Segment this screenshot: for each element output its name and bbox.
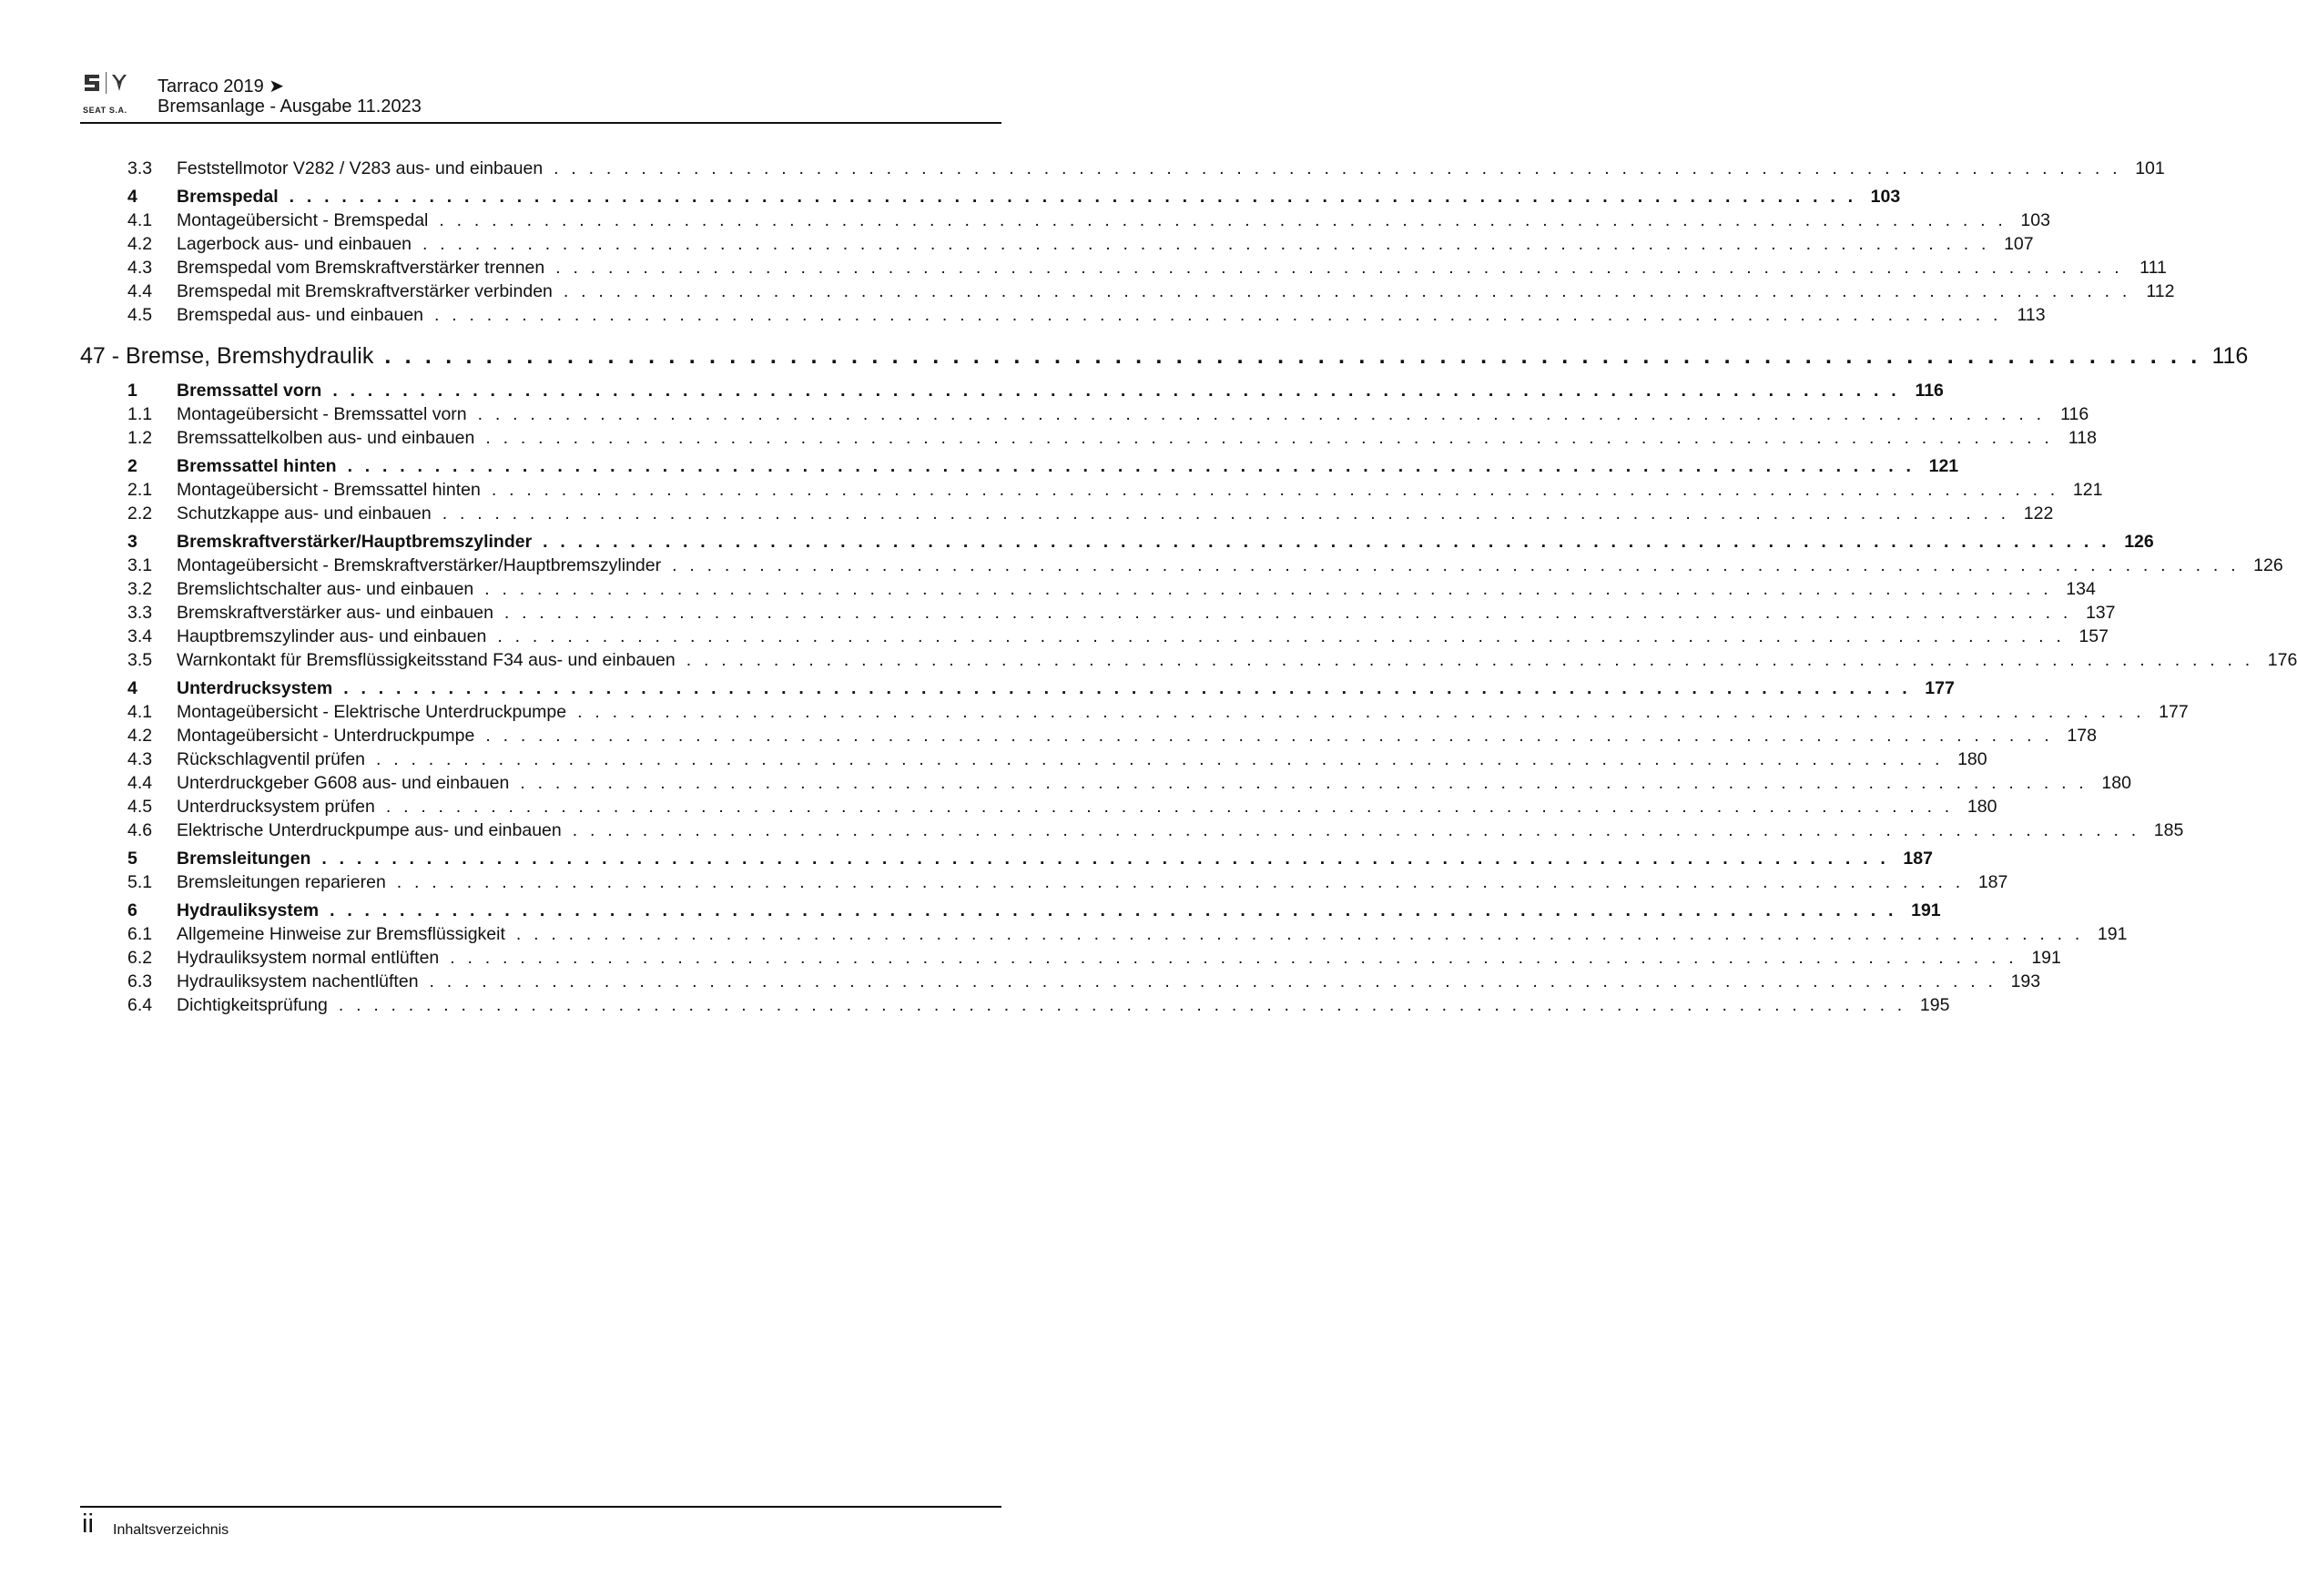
toc-subsection-entry[interactable] xyxy=(80,747,1987,771)
footer-divider xyxy=(80,1506,1001,1508)
toc-subsection-entry[interactable] xyxy=(80,970,2041,993)
toc-entry-number: 3.3 xyxy=(127,158,153,178)
toc-entry-page: 195 xyxy=(1919,995,1950,1015)
toc-entry-page: 103 xyxy=(2020,210,2050,230)
toc-entry-page: 187 xyxy=(1903,849,1933,869)
toc-subsection-entry[interactable] xyxy=(80,771,2131,795)
toc-entry-page: 177 xyxy=(1925,678,1955,698)
toc-entry-page: 137 xyxy=(2085,603,2116,623)
toc-section-entry[interactable] xyxy=(80,185,1901,208)
toc-subsection-entry[interactable] xyxy=(80,256,2167,280)
toc-dot-leader: . . . . . . . . . . . . . . . . . . . . . . . . . . . . . . . . . . . . . . . . . . . . . . . . . . . . . . . . . . . . . . . . . . . . . . . . . . . . . . . . . . . . . . . . . . xyxy=(422,234,1990,254)
toc-entry-number: 4 xyxy=(127,678,137,698)
toc-dot-leader: . . . . . . . . . . . . . . . . . . . . . . . . . . . . . . . . . . . . . . . . . . . . . . . . . . . . . . . . . . . . . . . . . . . . . . . . . . . . . . . . . . . . . . . . . . xyxy=(385,797,1954,817)
toc-entry-number: 5.1 xyxy=(127,872,153,892)
toc-entry-number: 3.3 xyxy=(127,603,153,623)
logo-text: SEAT S.A. xyxy=(83,106,127,115)
toc-entry-page: 177 xyxy=(2159,702,2189,722)
toc-section-entry[interactable] xyxy=(80,899,1941,922)
toc-entry-title: 47 - Bremse, Bremshydraulik xyxy=(80,343,374,369)
toc-entry-page: 180 xyxy=(1957,749,1987,769)
toc-dot-leader: . . . . . . . . . . . . . . . . . . . . . . . . . . . . . . . . . . . . . . . . . . . . . . . . . . . . . . . . . . . . . . . . . . . . . . . . . . . . . . . . . . . . . . . . . . xyxy=(434,305,2002,325)
toc-entry-page: 176 xyxy=(2267,650,2297,670)
toc-entry-page: 103 xyxy=(1870,187,1901,207)
toc-entry-title: Bremsleitungen reparieren xyxy=(177,872,386,892)
toc-dot-leader: . . . . . . . . . . . . . . . . . . . . . . . . . . . . . . . . . . . . . . . . . . . . . . . . . . . . . . . . . . . . . . . . . . . . . . . . . . . . . . . . . . . . . . . . . . xyxy=(477,404,2046,424)
toc-dot-leader: . . . . . . . . . . . . . . . . . . . . . . . . . . . . . . . . . . . . . . . . . . . . . . . . . . . . . . . . . . . . . . . . . . . . . . . . . . . . . . . . . . . . . . . . . . xyxy=(515,924,2084,944)
toc-entry-page: 180 xyxy=(1967,797,1997,817)
toc-entry-number: 3.5 xyxy=(127,650,153,670)
toc-entry-number: 4.2 xyxy=(127,234,153,254)
toc-entry-title: Schutzkappe aus- und einbauen xyxy=(177,503,432,524)
toc-entry-title: Montageübersicht - Bremssattel hinten xyxy=(177,480,481,500)
toc-entry-page: 191 xyxy=(1911,900,1941,920)
header-divider xyxy=(80,122,1001,124)
toc-subsection-entry[interactable] xyxy=(80,818,2184,842)
toc-entry-page: 191 xyxy=(2097,924,2128,944)
toc-entry-page: 121 xyxy=(1928,456,1959,476)
toc-entry-page: 111 xyxy=(2139,258,2167,278)
toc-subsection-entry[interactable] xyxy=(80,554,2283,577)
toc-section-entry[interactable] xyxy=(80,530,2154,554)
toc-entry-title: Warnkontakt für Bremsflüssigkeitsstand F34 aus- und einbauen xyxy=(177,650,676,670)
toc-dot-leader: . . . . . . . . . . . . . . . . . . . . . . . . . . . . . . . . . . . . . . . . . . . . . . . . . . . . . . . . . . . . . . . . . . . . . . . . . . . . . . . . . . . . . . . . . . xyxy=(572,820,2140,840)
seat-logo xyxy=(83,69,137,117)
toc-dot-leader: . . . . . . . . . . . . . . . . . . . . . . . . . . . . . . . . . . . . . . . . . . . . . . . . . . . . . . . . . . . . . . . . . . . . . . . . . . . . . . . . . . . . . . . . . . xyxy=(450,948,2017,968)
toc-entry-title: Montageübersicht - Unterdruckpumpe xyxy=(177,726,475,746)
toc-dot-leader: . . . . . . . . . . . . . . . . . . . . . . . . . . . . . . . . . . . . . . . . . . . . . . . . . . . . . . . . . . . . . . . . . . . . . . . . . . . . . . . . . . . . . . . . . . xyxy=(484,579,2052,599)
toc-entry-title: Hydrauliksystem xyxy=(177,900,320,920)
toc-entry-number: 4.6 xyxy=(127,820,153,840)
toc-subsection-entry[interactable] xyxy=(80,922,2128,946)
toc-entry-number: 4 xyxy=(127,187,137,207)
toc-entry-title: Allgemeine Hinweise zur Bremsflüssigkeit xyxy=(177,924,505,944)
toc-section-entry[interactable] xyxy=(80,847,1933,870)
toc-entry-number: 4.3 xyxy=(127,258,153,278)
toc-dot-leader: . . . . . . . . . . . . . . . . . . . . . . . . . . . . . . . . . . . . . . . . . . . . . . . . . . . . . . . . . . . . . . . . . . . . . . . . . . . . . . . . . . . . . . . . . . xyxy=(347,456,1916,476)
toc-subsection-entry[interactable] xyxy=(80,946,2061,970)
toc-entry-number: 4.4 xyxy=(127,773,153,793)
toc-entry-title: Dichtigkeitsprüfung xyxy=(177,995,328,1015)
toc-chapter-entry[interactable] xyxy=(80,336,2249,376)
toc-entry-number: 6 xyxy=(127,900,137,920)
document-subtitle: Bremsanlage - Ausgabe 11.2023 xyxy=(158,97,422,117)
toc-entry-page: 157 xyxy=(2078,626,2109,646)
toc-subsection-entry[interactable] xyxy=(80,870,2008,894)
toc-dot-leader: . . . . . . . . . . . . . . . . . . . . . . . . . . . . . . . . . . . . . . . . . . . . . . . . . . . . . . . . . . . . . . . . . . . . . . . . . . . . . . . . . . . . . . . . . . xyxy=(442,503,2010,524)
toc-dot-leader: . . . . . . . . . . . . . . . . . . . . . . . . . . . . . . . . . . . . . . . . . . . . . . . . . . . . . . . . . . . . . . . . . . . . . . . . . . . . . . . . . . . . . . . . . . xyxy=(485,726,2053,746)
toc-entry-page: 180 xyxy=(2101,773,2131,793)
toc-entry-number: 1.1 xyxy=(127,404,153,424)
toc-entry-page: 187 xyxy=(1977,872,2008,892)
toc-entry-number: 4.1 xyxy=(127,702,153,722)
toc-subsection-entry[interactable] xyxy=(80,280,2175,303)
toc-entry-page: 178 xyxy=(2067,726,2097,746)
toc-entry-page: 193 xyxy=(2010,971,2041,991)
toc-dot-leader: . . . . . . . . . . . . . . . . . . . . . . . . . . . . . . . . . . . . . . . . . . . . . . . . . . . . . . . . . . . . . . . . . . . . . . . . . . . . . . . . . . . . . . . . . . xyxy=(577,702,2145,722)
toc-subsection-entry[interactable] xyxy=(80,303,2046,327)
toc-entry-number: 2 xyxy=(127,456,137,476)
seat-cupra-logo-icon xyxy=(83,69,137,97)
toc-entry-title: Bremssattel hinten xyxy=(177,456,337,476)
toc-subsection-entry[interactable] xyxy=(80,426,2097,450)
toc-entry-title: Montageübersicht - Bremssattel vorn xyxy=(177,404,467,424)
toc-section-entry[interactable] xyxy=(80,676,1955,700)
toc-entry-title: Hydrauliksystem normal entlüften xyxy=(177,948,440,968)
toc-entry-number: 6.3 xyxy=(127,971,153,991)
document-title: Tarraco 2019 ➤ xyxy=(158,76,285,97)
toc-dot-leader: . . . . . . . . . . . . . . . . . . . . . . . . . . . . . . . . . . . . . . . . . . . . . . . . . . . . . . . . . . . . . . . . . . . . . . . . . . . . . . . . . . . . . . . . . . xyxy=(520,773,2088,793)
toc-dot-leader: . . . . . . . . . . . . . . . . . . . . . . . . . . . . . . . . . . . . . . . . . . . . . . . . . . . . . . . . . . . . . . . . . . . . . . . . . . . . . . . . . . . . . . . . . . xyxy=(330,900,1897,920)
toc-dot-leader: . . . . . . . . . . . . . . . . . . . . . . . . . . . . . . . . . . . . . . . . . . . . . . . . . . . . . . . . . . . . . . . . . . . . . . . . . . . . . . . . . . . . . . . . . . xyxy=(439,210,2007,230)
toc-entry-title: Montageübersicht - Elektrische Unterdruckpumpe xyxy=(177,702,567,722)
toc-entry-page: 107 xyxy=(2004,234,2034,254)
toc-dot-leader: . . . . . . . . . . . . . . . . . . . . . . . . . . . . . . . . . . . . . . . . . . . . . . . . . . . . . . . . . . . . . . . . . . . . . . . . . . . . . . . . . . . . . . . . . . xyxy=(491,480,2059,500)
toc-entry-title: Elektrische Unterdruckpumpe aus- und einbauen xyxy=(177,820,562,840)
toc-entry-title: Hydrauliksystem nachentlüften xyxy=(177,971,419,991)
toc-subsection-entry[interactable] xyxy=(80,208,2050,232)
toc-entry-title: Unterdrucksystem prüfen xyxy=(177,797,375,817)
toc-entry-title: Lagerbock aus- und einbauen xyxy=(177,234,412,254)
toc-entry-number: 1.2 xyxy=(127,428,153,448)
toc-entry-number: 6.1 xyxy=(127,924,153,944)
toc-subsection-entry[interactable] xyxy=(80,402,2089,426)
toc-subsection-entry[interactable] xyxy=(80,157,2165,180)
toc-entry-title: Bremsleitungen xyxy=(177,849,311,869)
toc-entry-number: 6.4 xyxy=(127,995,153,1015)
toc-entry-title: Bremspedal mit Bremskraftverstärker verbinden xyxy=(177,281,553,301)
toc-dot-leader: . . . . . . . . . . . . . . . . . . . . . . . . . . . . . . . . . . . . . . . . . . . . . . . . . . . . . . . . . . . . . . . . . . . . . . . . . . . . . . . . . . . . . . . . . . xyxy=(543,532,2110,552)
toc-entry-number: 4.5 xyxy=(127,305,153,325)
toc-entry-number: 2.1 xyxy=(127,480,153,500)
toc-entry-number: 3 xyxy=(127,532,137,552)
toc-entry-number: 4.5 xyxy=(127,797,153,817)
toc-dot-leader: . . . . . . . . . . . . . . . . . . . . . . . . . . . . . . . . . . . . . . . . . . . . . . . . . . . . . . . . . . . . . . . . . . . . . . . . . . . . . . . . . . . . . . . . . . xyxy=(672,555,2240,575)
toc-subsection-entry[interactable] xyxy=(80,700,2189,724)
toc-dot-leader: . . . . . . . . . . . . . . . . . . . . . . . . . . . . . . . . . . . . . . . . . . . . . . . . . . . . . . . . . . . . . . . . . . . . . . . . . . . . . . . . . . . . . . . . . . xyxy=(555,258,2123,278)
toc-subsection-entry[interactable] xyxy=(80,993,1950,1017)
toc-entry-page: 116 xyxy=(1915,381,1944,401)
toc-entry-page: 101 xyxy=(2135,158,2165,178)
toc-subsection-entry[interactable] xyxy=(80,502,2054,525)
toc-subsection-entry[interactable] xyxy=(80,625,2109,648)
toc-dot-leader: . . . . . . . . . . . . . . . . . . . . . . . . . . . . . . . . . . . . . . . . . . . . . . . . . . . . . . . . . . . . . . . . . . . . . . . . . . . . . . . . . . . . . . . . . . xyxy=(289,187,1857,207)
toc-entry-page: 116 xyxy=(2211,343,2249,369)
toc-entry-number: 4.2 xyxy=(127,726,153,746)
toc-dot-leader: . . . . . . . . . . . . . . . . . . . . . . . . . . . . . . . . . . . . . . . . . . . . . . . . . . . . . . . . . . . . . . . . . . . . . . . . . . . . . . . . . . . . . . . . . . xyxy=(321,849,1889,869)
toc-section-entry[interactable] xyxy=(80,454,1959,478)
toc-dot-leader: . . . . . . . . . . . . . . . . . . . . . . . . . . . . . . . . . . . . . . . . . . . . . . . . . . . . . . . . . . . . . . . . . . . . . . . . . . . . . . . . . . . . . . . . . . xyxy=(384,343,2201,369)
toc-entry-title: Bremspedal xyxy=(177,187,279,207)
toc-dot-leader: . . . . . . . . . . . . . . . . . . . . . . . . . . . . . . . . . . . . . . . . . . . . . . . . . . . . . . . . . . . . . . . . . . . . . . . . . . . . . . . . . . . . . . . . . . xyxy=(332,381,1900,401)
toc-entry-number: 3.1 xyxy=(127,555,153,575)
toc-entry-title: Montageübersicht - Bremspedal xyxy=(177,210,429,230)
toc-subsection-entry[interactable] xyxy=(80,478,2103,502)
toc-subsection-entry[interactable] xyxy=(80,648,2297,672)
toc-entry-title: Bremskraftverstärker aus- und einbauen xyxy=(177,603,493,623)
footer-page-number: ii xyxy=(82,1510,94,1539)
toc-dot-leader: . . . . . . . . . . . . . . . . . . . . . . . . . . . . . . . . . . . . . . . . . . . . . . . . . . . . . . . . . . . . . . . . . . . . . . . . . . . . . . . . . . . . . . . . . . xyxy=(338,995,1906,1015)
toc-entry-number: 3.4 xyxy=(127,626,153,646)
toc-subsection-entry[interactable] xyxy=(80,577,2096,601)
toc-dot-leader: . . . . . . . . . . . . . . . . . . . . . . . . . . . . . . . . . . . . . . . . . . . . . . . . . . . . . . . . . . . . . . . . . . . . . . . . . . . . . . . . . . . . . . . . . . xyxy=(554,158,2121,178)
toc-dot-leader: . . . . . . . . . . . . . . . . . . . . . . . . . . . . . . . . . . . . . . . . . . . . . . . . . . . . . . . . . . . . . . . . . . . . . . . . . . . . . . . . . . . . . . . . . . xyxy=(485,428,2053,448)
toc-entry-number: 6.2 xyxy=(127,948,153,968)
toc-entry-title: Montageübersicht - Bremskraftverstärker/Hauptbremszylinder xyxy=(177,555,662,575)
toc-dot-leader: . . . . . . . . . . . . . . . . . . . . . . . . . . . . . . . . . . . . . . . . . . . . . . . . . . . . . . . . . . . . . . . . . . . . . . . . . . . . . . . . . . . . . . . . . . xyxy=(376,749,1944,769)
toc-entry-title: Bremssattel vorn xyxy=(177,381,322,401)
page-header xyxy=(80,62,1001,122)
toc-entry-page: 185 xyxy=(2153,820,2184,840)
toc-dot-leader: . . . . . . . . . . . . . . . . . . . . . . . . . . . . . . . . . . . . . . . . . . . . . . . . . . . . . . . . . . . . . . . . . . . . . . . . . . . . . . . . . . . . . . . . . . xyxy=(429,971,1997,991)
toc-subsection-entry[interactable] xyxy=(80,795,1997,818)
toc-entry-page: 126 xyxy=(2124,532,2154,552)
toc-entry-title: Bremspedal vom Bremskraftverstärker trennen xyxy=(177,258,545,278)
toc-entry-number: 4.4 xyxy=(127,281,153,301)
toc-entry-page: 191 xyxy=(2031,948,2061,968)
toc-entry-title: Bremspedal aus- und einbauen xyxy=(177,305,424,325)
toc-entry-title: Hauptbremszylinder aus- und einbauen xyxy=(177,626,487,646)
toc-entry-number: 5 xyxy=(127,849,137,869)
toc-entry-title: Bremslichtschalter aus- und einbauen xyxy=(177,579,474,599)
toc-entry-page: 122 xyxy=(2023,503,2054,524)
toc-entry-number: 2.2 xyxy=(127,503,153,524)
toc-entry-title: Bremssattelkolben aus- und einbauen xyxy=(177,428,475,448)
toc-entry-title: Feststellmotor V282 / V283 aus- und einbauen xyxy=(177,158,544,178)
toc-dot-leader: . . . . . . . . . . . . . . . . . . . . . . . . . . . . . . . . . . . . . . . . . . . . . . . . . . . . . . . . . . . . . . . . . . . . . . . . . . . . . . . . . . . . . . . . . . xyxy=(563,281,2131,301)
toc-dot-leader: . . . . . . . . . . . . . . . . . . . . . . . . . . . . . . . . . . . . . . . . . . . . . . . . . . . . . . . . . . . . . . . . . . . . . . . . . . . . . . . . . . . . . . . . . . xyxy=(503,603,2072,623)
toc-dot-leader: . . . . . . . . . . . . . . . . . . . . . . . . . . . . . . . . . . . . . . . . . . . . . . . . . . . . . . . . . . . . . . . . . . . . . . . . . . . . . . . . . . . . . . . . . . xyxy=(686,650,2254,670)
toc-entry-number: 1 xyxy=(127,381,137,401)
toc-entry-title: Unterdrucksystem xyxy=(177,678,333,698)
toc-entry-page: 134 xyxy=(2066,579,2096,599)
toc-entry-number: 4.1 xyxy=(127,210,153,230)
footer-label: Inhaltsverzeichnis xyxy=(113,1522,229,1538)
toc-dot-leader: . . . . . . . . . . . . . . . . . . . . . . . . . . . . . . . . . . . . . . . . . . . . . . . . . . . . . . . . . . . . . . . . . . . . . . . . . . . . . . . . . . . . . . . . . . xyxy=(396,872,1965,892)
toc-entry-page: 116 xyxy=(2060,404,2089,424)
toc-entry-page: 113 xyxy=(2017,305,2046,325)
toc-subsection-entry[interactable] xyxy=(80,232,2034,256)
toc-entry-page: 121 xyxy=(2072,480,2103,500)
toc-entry-title: Unterdruckgeber G608 aus- und einbauen xyxy=(177,773,510,793)
toc-subsection-entry[interactable] xyxy=(80,724,2097,747)
toc-entry-number: 4.3 xyxy=(127,749,153,769)
toc-entry-page: 126 xyxy=(2253,555,2283,575)
toc-entry-title: Rückschlagventil prüfen xyxy=(177,749,366,769)
toc-subsection-entry[interactable] xyxy=(80,601,2116,625)
toc-dot-leader: . . . . . . . . . . . . . . . . . . . . . . . . . . . . . . . . . . . . . . . . . . . . . . . . . . . . . . . . . . . . . . . . . . . . . . . . . . . . . . . . . . . . . . . . . . xyxy=(343,678,1911,698)
toc-entry-page: 112 xyxy=(2146,281,2175,301)
toc-section-entry[interactable] xyxy=(80,379,1944,402)
toc-dot-leader: . . . . . . . . . . . . . . . . . . . . . . . . . . . . . . . . . . . . . . . . . . . . . . . . . . . . . . . . . . . . . . . . . . . . . . . . . . . . . . . . . . . . . . . . . . xyxy=(497,626,2065,646)
toc-entry-title: Bremskraftverstärker/Hauptbremszylinder xyxy=(177,532,533,552)
table-of-contents xyxy=(80,157,2297,1017)
toc-entry-number: 3.2 xyxy=(127,579,153,599)
toc-entry-page: 118 xyxy=(2068,428,2097,448)
